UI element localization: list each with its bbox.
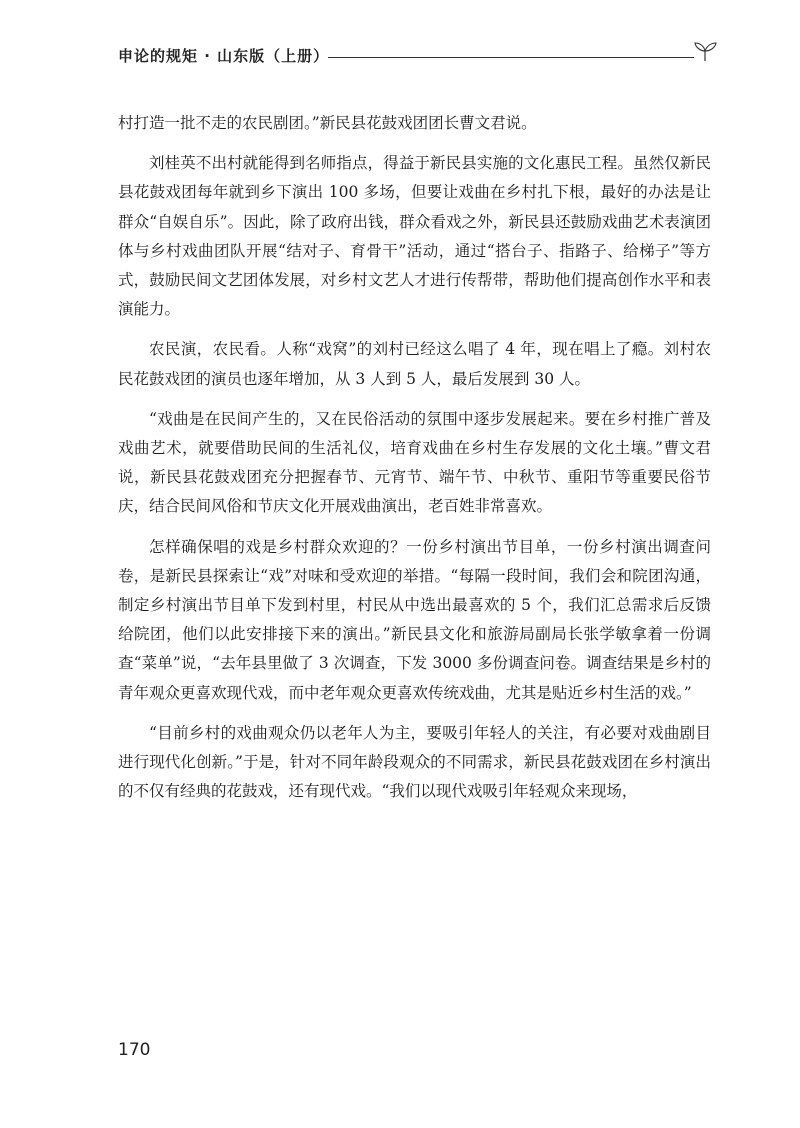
paragraph: “目前乡村的戏曲观众仍以老年人为主，要吸引年轻人的关注，有必要对戏曲剧目进行现代化创新。”于是，针对不同年龄段观众的不同需求，新民县花鼓戏团在乡村演出的不仅有经典的花鼓戏，还有现代戏。“我们以现代戏吸引年轻观众来现场， — [118, 723, 711, 801]
paragraph: 怎样确保唱的戏是乡村群众欢迎的？一份乡村演出节目单，一份乡村演出调查问卷，是新民县探索让“戏”对味和受欢迎的举措。“每隔一段时间，我们会和院团沟通，制定乡村演出节目单下发到村里，村民从中选出最喜欢的 5 个，我们汇总需求后反馈给院团，他们以此安排接下来的演出。”新民县文化和旅游局副局长张学敏拿着一份调查“菜单”说，“去年县里做了 3 次调查，下发 3000 多份调查问卷。调查结果是乡村的青年观众更喜欢现代戏，而中老年观众更喜欢传统戏曲，尤其是贴近乡村生活的戏。” — [118, 537, 711, 702]
paragraph: “戏曲是在民间产生的，又在民俗活动的氛围中逐步发展起来。要在乡村推广普及戏曲艺术，就要借助民间的生活礼仪，培育戏曲在乡村生存发展的文化土壤。”曹文君说，新民县花鼓戏团充分把握春节、元宵节、端午节、中秋节、重阳节等重要民俗节庆，结合民间风俗和节庆文化开展戏曲演出，老百姓非常喜欢。 — [118, 409, 711, 516]
paragraph: 农民演，农民看。人称“戏窝”的刘村已经这么唱了 4 年，现在唱上了瘾。刘村农民花鼓戏团的演员也逐年增加，从 3 人到 5 人，最后发展到 30 人。 — [118, 340, 711, 388]
page-number: 170 — [118, 1040, 151, 1060]
paragraph: 刘桂英不出村就能得到名师指点，得益于新民县实施的文化惠民工程。虽然仅新民县花鼓戏团每年就到乡下演出 100 多场，但要让戏曲在乡村扎下根，最好的办法是让群众“自娱自乐”。因此，除了政府出钱，群众看戏之外，新民县还鼓励戏曲艺术表演团体与乡村戏曲团队开展“结对子、育骨干”活动，通过“搭台子、指路子、给梯子”等方式，鼓励民间文艺团体发展，对乡村文艺人才进行传帮带，帮助他们提高创作水平和表演能力。 — [118, 154, 711, 319]
header-rule — [328, 57, 694, 58]
running-header — [118, 40, 718, 70]
sprout-icon — [692, 40, 718, 62]
body-text — [118, 109, 711, 817]
paragraph-continued: 村打造一批不走的农民剧团。”新民县花鼓戏团团长曹文君说。 — [118, 114, 537, 132]
book-title: 申论的规矩 · 山东版（上册） — [118, 47, 330, 65]
